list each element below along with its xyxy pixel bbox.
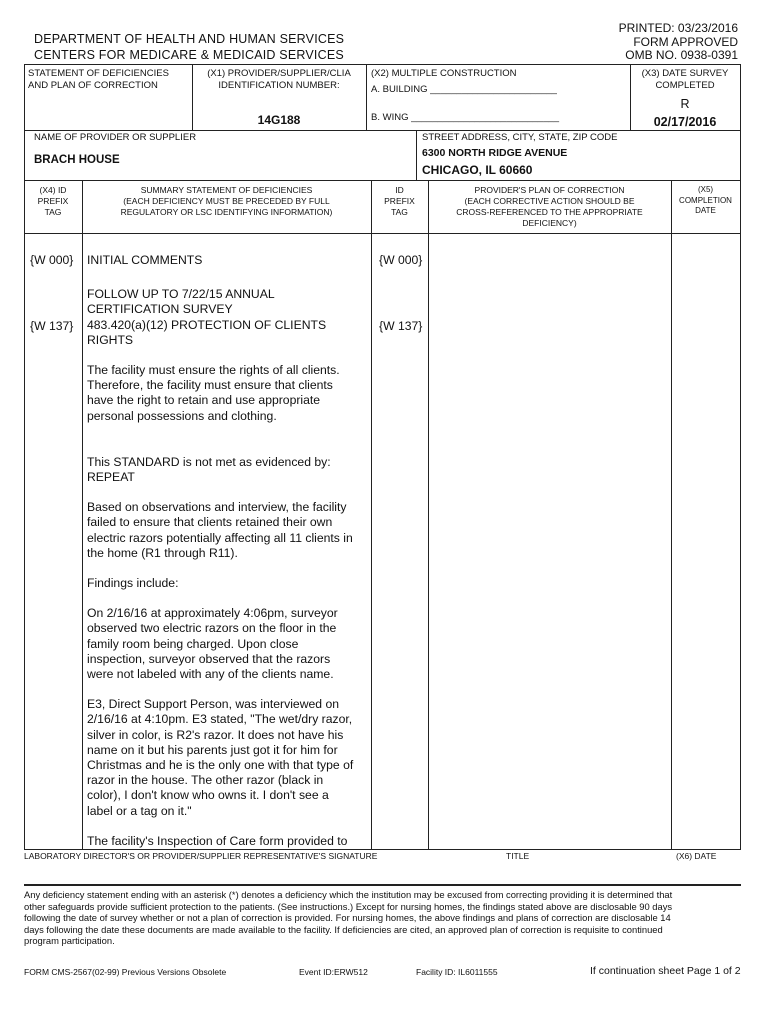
regulation-title: 483.420(a)(12) PROTECTION OF CLIENTS RIGHTS xyxy=(87,317,327,347)
statement-label-line: STATEMENT OF DEFICIENCIES xyxy=(28,68,169,79)
column-divider xyxy=(82,180,83,850)
form-number: FORM CMS-2567(02-99) Previous Versions Obsolete xyxy=(24,967,227,977)
column-divider xyxy=(428,180,429,850)
header-line: ID xyxy=(395,185,404,195)
header-line: DATE xyxy=(695,206,716,215)
printed-date: PRINTED: 03/23/2016 xyxy=(618,21,738,35)
divider xyxy=(24,64,741,65)
header-line: (EACH DEFICIENCY MUST BE PRECEDED BY FULL xyxy=(123,196,330,206)
signature-label: LABORATORY DIRECTOR'S OR PROVIDER/SUPPLIER REPRESENTATIVE'S SIGNATURE xyxy=(24,851,378,861)
provider-label: NAME OF PROVIDER OR SUPPLIER xyxy=(34,132,197,143)
x4-column-header xyxy=(24,185,82,218)
divider xyxy=(24,849,741,850)
survey-completed-date: 02/17/2016 xyxy=(653,115,717,129)
header-line: (X5) xyxy=(697,185,714,194)
header-line: PROVIDER'S PLAN OF CORRECTION xyxy=(474,185,625,195)
header-line: TAG xyxy=(44,207,62,217)
divider xyxy=(740,64,741,850)
tag-w000: {W 000} xyxy=(30,253,74,267)
follow-up-text: FOLLOW UP TO 7/22/15 ANNUAL CERTIFICATION SURVEY xyxy=(87,287,275,317)
column-divider xyxy=(371,180,372,850)
x2-label: (X2) MULTIPLE CONSTRUCTION xyxy=(371,68,517,79)
finding-summary: Based on observations and interview, the facility failed to ensure that clients retained their own electric razors potentially affecting all 11 clients in the home (R1 through R11). xyxy=(87,500,353,560)
header-line: PREFIX xyxy=(37,196,69,206)
x5-column-header xyxy=(671,185,740,217)
x3-label-line: (X3) DATE SURVEY xyxy=(641,68,729,79)
summary-column-header xyxy=(82,185,371,218)
header-line: (X4) ID xyxy=(39,185,67,195)
divider xyxy=(24,884,741,886)
plan-column-header xyxy=(428,185,671,229)
event-id: Event ID:ERW512 xyxy=(299,967,368,977)
x1-label xyxy=(192,68,366,92)
divider xyxy=(24,130,741,131)
facility-id: Facility ID: IL6011555 xyxy=(416,967,498,977)
building-field: A. BUILDING ________________________ xyxy=(371,84,557,95)
column-divider xyxy=(671,180,672,850)
header-line: DEFICIENCY) xyxy=(522,218,577,228)
omb-number: OMB NO. 0938-0391 xyxy=(625,48,738,62)
divider xyxy=(416,130,417,180)
header-line: REGULATORY OR LSC IDENTIFYING INFORMATION) xyxy=(120,207,333,217)
form-approved-label: FORM APPROVED xyxy=(633,34,738,49)
wing-field: B. WING ____________________________ xyxy=(371,112,560,123)
title-label: TITLE xyxy=(506,851,530,861)
divider xyxy=(24,180,741,181)
x3-label-line: COMPLETED xyxy=(655,80,715,91)
signature-date-label: (X6) DATE xyxy=(676,851,717,861)
statement-label xyxy=(28,68,169,92)
header-line: SUMMARY STATEMENT OF DEFICIENCIES xyxy=(140,185,313,195)
deficiency-summary xyxy=(87,253,369,864)
divider xyxy=(24,64,25,850)
findings-include: Findings include: xyxy=(87,576,179,591)
address-label: STREET ADDRESS, CITY, STATE, ZIP CODE xyxy=(422,132,618,143)
statement-label-line: AND PLAN OF CORRECTION xyxy=(28,80,158,91)
regulation-text: The facility must ensure the rights of all clients. Therefore, the facility must ensure that clients have the right to retain and use appropriate personal possessions and clothing. xyxy=(87,363,340,423)
header-line: CROSS-REFERENCED TO THE APPROPRIATE xyxy=(456,207,643,217)
standard-not-met: This STANDARD is not met as evidenced by: REPEAT xyxy=(87,454,331,485)
tag-w000-plan: {W 000} xyxy=(379,253,423,267)
x1-label-line: (X1) PROVIDER/SUPPLIER/CLIA xyxy=(207,68,351,79)
observation-paragraph: On 2/16/16 at approximately 4:06pm, surveyor observed two electric razors on the floor in the family room being charged. Upon close inspection, surveyor observed that the razors were not labeled with any of the clients name. xyxy=(87,606,338,682)
continuation-page: If continuation sheet Page 1 of 2 xyxy=(590,965,741,977)
provider-id-number: 14G188 xyxy=(257,113,301,127)
provider-name: BRACH HOUSE xyxy=(34,154,120,166)
header-line: (EACH CORRECTIVE ACTION SHOULD BE xyxy=(464,196,635,206)
x1-label-line: IDENTIFICATION NUMBER: xyxy=(218,80,340,91)
disclaimer-text: Any deficiency statement ending with an asterisk (*) denotes a deficiency which the institution may be excused from correcting providing it is determined that other safeguards provide sufficient protection to the patients. (See instructions.) Except for nursing homes, the findings stated above are disclosable 90 days following the date of survey whether or not a plan of correction is provided. For nursing homes, the above findings and plans of correction are disclosable 14 days following the date these documents are made available to the facility. If deficiencies are cited, an approved plan of correction is requisite to continued program participation. xyxy=(24,889,673,947)
id-column-header xyxy=(371,185,428,218)
city-state-zip: CHICAGO, IL 60660 xyxy=(422,163,533,177)
divider xyxy=(24,233,741,234)
department-title xyxy=(34,31,344,63)
street-address: 6300 NORTH RIDGE AVENUE xyxy=(422,147,568,159)
survey-type-code: R xyxy=(680,97,690,111)
tag-w137-plan: {W 137} xyxy=(379,319,423,333)
interview-paragraph: E3, Direct Support Person, was interviewed on 2/16/16 at 4:10pm. E3 stated, "The wet/dry razor, silver in color, is R2's razor. It does not have his name on it but his parents just got it for him for Christmas and he is the only one with that type of razor in the house. The other razor (black in color), I don't know who owns it. I don't see a label or a tag on it." xyxy=(87,697,354,818)
tag-w137: {W 137} xyxy=(30,319,74,333)
header-line: PREFIX xyxy=(384,196,415,206)
agency-line: CENTERS FOR MEDICARE & MEDICAID SERVICES xyxy=(34,48,344,62)
header-line: COMPLETION xyxy=(679,195,732,205)
x3-label xyxy=(630,68,740,92)
inspection-paragraph: The facility's Inspection of Care form provided to xyxy=(87,833,348,848)
header-line: TAG xyxy=(391,207,408,217)
divider xyxy=(366,64,367,130)
initial-comments-heading: INITIAL COMMENTS xyxy=(87,253,203,267)
form-approval-block xyxy=(619,22,738,63)
department-line: DEPARTMENT OF HEALTH AND HUMAN SERVICES xyxy=(34,32,345,46)
